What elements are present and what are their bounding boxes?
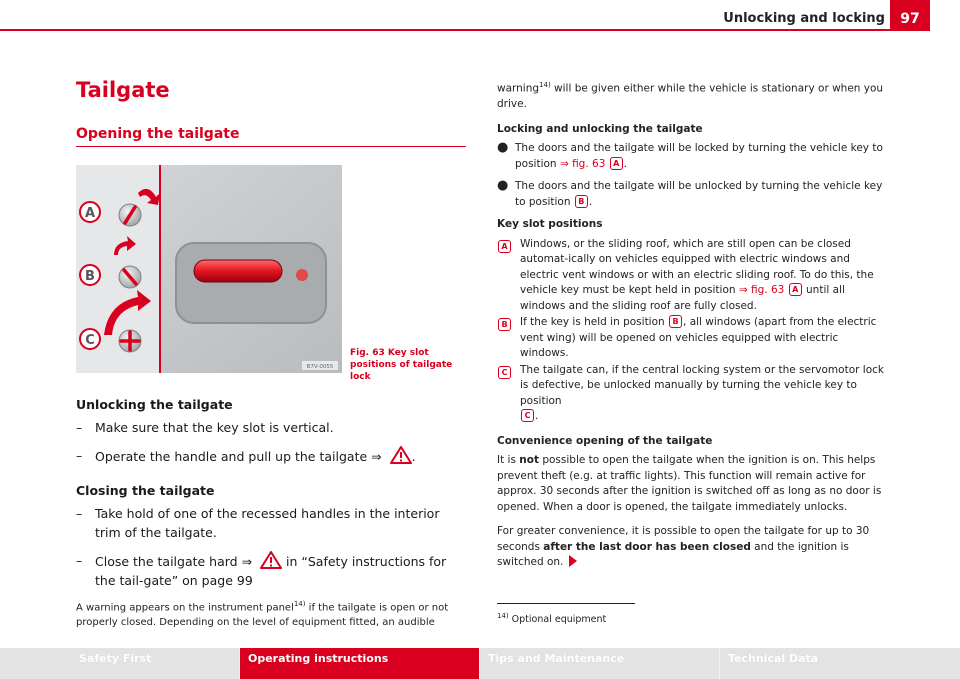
left-column [76,395,468,599]
key-position-b [497,315,887,362]
footer-nav [0,648,960,679]
close-step-1-text: Take hold of one of the recessed handles in the interior trim of the tailgate. [95,506,440,540]
header-rule [0,29,930,31]
dash-marker: – [76,448,83,463]
position-badge-c: C [521,409,534,422]
close-step-1 [76,504,468,542]
bullet2-text: The doors and the tailgate will be unlocked by turning the vehicle key to position [515,180,883,208]
bullet1-text: The doors and the tailgate will be locked by turning the vehicle key to position [515,142,883,170]
unlock-step-1 [76,418,468,437]
lock-bullet-1: ● The doors and the tailgate will be locked by turning the vehicle key to position ⇒ fig. 63 A . [497,140,883,170]
note-text-pre: A warning appears on the instrument panel [76,602,294,614]
lock-bullet-2: ● The doors and the tailgate will be unlocked by turning the vehicle key to position B . [497,178,883,208]
tailgate-lock-illustration [76,165,342,373]
footer-tab-label: Tips and Maintenance [488,652,625,665]
position-badge-c: C [498,366,511,379]
key-c-text: The tailgate can, if the central locking system or the servomotor lock is defective, be unlocked manually by turning the vehicle key to position [520,363,884,407]
running-header-title: Unlocking and locking [723,11,885,26]
dash-marker: – [76,553,83,568]
conv-p1-pre: It is [497,454,520,466]
unlock-heading: Unlocking the tailgate [76,397,233,412]
unlock-step-1-text: Make sure that the key slot is vertical. [95,420,334,435]
figure-label-a: A [84,206,96,221]
convenience-heading: Convenience opening of the tailgate [497,434,713,447]
convenience-paragraph-2 [497,524,887,571]
conv-p1-post: possible to open the tailgate when the ignition is on. This helps prevent theft (e.g. at traffic lights). This function will remain active for approx. 30 seconds after the ignition is switched off as long as no door is opened. When a door is opened, the tailgate immediately unlocks. [497,454,882,513]
page-number: 97 [890,0,930,30]
warning-note [76,597,468,630]
key-position-a [497,237,887,315]
tailgate-lock-figure [76,165,342,373]
figure-label-c: C [85,333,95,348]
footer-tab-label: Safety First [79,652,152,665]
cont-pre: warning [497,82,540,95]
cont-post: will be given either while the vehicle is stationary or when you drive. [497,82,884,110]
continue-arrow-icon [569,555,577,567]
position-badge-a: A [789,283,802,296]
footer-tab-technical-data[interactable] [720,648,960,679]
subsection-title: Opening the tailgate [76,126,240,142]
keyslot-heading: Key slot positions [497,218,603,230]
key-a-text-post: until all windows and the sliding roof are fully closed. [520,284,845,312]
footnote-text: Optional equipment [511,614,607,626]
conv-p2-bold: after the last door has been closed [543,540,751,553]
key-b-text: If the key is held in position [520,316,669,328]
right-column [497,78,887,580]
position-badge-b: B [498,318,511,331]
section-title: Tailgate [76,78,170,102]
warning-triangle-icon [260,551,282,569]
conv-p1-bold: not [519,454,539,466]
fig-63-link[interactable]: ⇒ fig. 63 [738,284,785,296]
footer-tab-safety-first[interactable] [0,648,239,679]
bullet-dot: ● [497,140,509,155]
figure-code: B7V-0055 [306,364,334,370]
conv-p2-pre: For greater convenience, it is possible to open the tailgate for up to 30 seconds [497,525,870,553]
footnote [497,612,606,625]
position-badge-a: A [498,240,511,253]
footnote-ref: 14) [539,81,551,89]
convenience-paragraph-1 [497,453,887,515]
unlock-step-2-text: Operate the handle and pull up the tailgate ⇒ [95,449,382,464]
dash-marker: – [76,506,83,521]
warning-triangle-icon [390,446,412,464]
lock-heading: Locking and unlocking the tailgate [497,122,703,135]
key-position-c: C The tailgate can, if the central locking system or the servomotor lock is defective, be unlocked manually by turning the vehicle key to position C . [497,363,887,425]
position-badge-b: B [669,315,682,328]
figure-label-b: B [85,269,95,284]
footnote-mark: 14) [497,612,509,620]
fig-63-link[interactable]: ⇒ fig. 63 [559,157,606,170]
close-step-2 [76,551,468,590]
close-step-2-post: in “Safety instructions for the tail-gate” on page 99 [95,554,447,588]
footnote-rule [497,603,635,604]
footer-tab-label: Operating instructions [248,652,389,665]
bullet-dot: ● [497,178,509,193]
key-b-text-post: , all windows (apart from the electric vent wing) will be opened on vehicles equipped with electric windows. [520,316,877,359]
dash-marker: – [76,420,83,435]
note-text-post: if the tailgate is open or not properly closed. Depending on the level of equipment fitted, an audible [76,602,449,629]
close-heading: Closing the tailgate [76,483,215,498]
footer-tab-operating-instructions[interactable] [240,648,479,679]
footer-tab-label: Technical Data [728,652,819,665]
continued-paragraph [497,78,887,113]
position-badge-a: A [610,157,623,170]
footer-tab-tips-maintenance[interactable] [480,648,719,679]
conv-p2-post: and the ignition is switched on. [497,540,849,568]
subsection-rule [76,146,466,147]
unlock-step-2: – Operate the handle and pull up the tailgate ⇒ . [76,448,416,464]
key-a-text: Windows, or the sliding roof, which are still open can be closed automat-ically on vehicles equipped with electric windows and electric vent windows or with an electric sliding roof. To do this, the vehicle key must be kept held in position [520,237,874,296]
close-step-2-pre: Close the tailgate hard ⇒ [95,554,253,569]
figure-caption: Fig. 63 Key slot positions of tailgate lock [350,348,453,382]
footnote-ref: 14) [293,600,306,608]
position-badge-b: B [575,195,588,208]
